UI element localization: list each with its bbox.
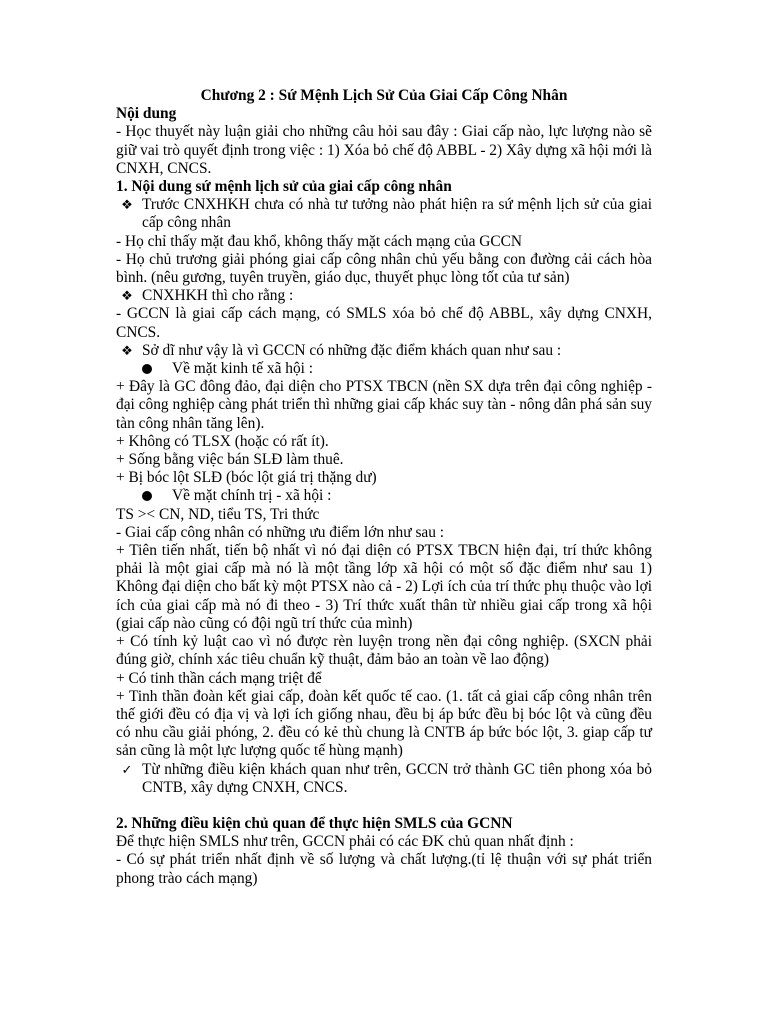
list-item bbox=[116, 342, 652, 360]
paragraph: Để thực hiện SMLS như trên, GCCN phải có các ĐK chủ quan nhất định : bbox=[116, 833, 574, 851]
section-1-heading: 1. Nội dung sứ mệnh lịch sử của giai cấp công nhân bbox=[116, 178, 452, 196]
paragraph: + Tinh thần đoàn kết giai cấp, đoàn kết quốc tế cao. (1. tất cả giai cấp công nhân trên thế giới đều có địa vị và lợi ích giống nhau, đều bị áp bức đều bị bóc lột và cũng đều có nhu cầu giải phóng, 2. đều có kẻ thù chung là CNTB áp bức bóc lột, 3. giap cấp tư sản cũng là một lực lượng quốc tế hùng mạnh) bbox=[116, 687, 652, 760]
paragraph: + Tiên tiến nhất, tiến bộ nhất vì nó đại diện có PTSX TBCN hiện đại, trí thức không phải là một giai cấp mà nó là một tầng lớp xã hội có một số đặc điểm như sau 1) Không đại diện cho bất kỳ một PTSX nào cả - 2) Lợi ích của trí thức phụ thuộc vào lợi ích của giai cấp mà nó đi theo - 3) Trí thức xuất thân từ nhiều giai cấp trong xã hội (giai cấp nào cũng có đội ngũ trí thức của mình) bbox=[116, 542, 652, 632]
list-item bbox=[116, 487, 652, 505]
content-heading: Nội dung bbox=[116, 105, 177, 123]
list-item bbox=[116, 360, 652, 378]
list-item bbox=[116, 287, 652, 305]
paragraph: - Họ chủ trương giải phóng giai cấp công nhân chủ yếu bằng con đường cải cách hòa bình. (nêu gương, tuyên truyền, giáo dục, thuyết phục lòng tốt của tư sản) bbox=[116, 250, 652, 287]
paragraph: - Giai cấp công nhân có những ưu điểm lớn như sau : bbox=[116, 523, 445, 541]
paragraph: + Có tính kỷ luật cao vì nó được rèn luyện trong nền đại công nghiệp. (SXCN phải đúng giờ, chính xác tiêu chuẩn kỹ thuật, đảm bảo an toàn về lao động) bbox=[116, 633, 652, 669]
round-bullet-icon bbox=[142, 364, 152, 374]
round-bullet-icon bbox=[142, 491, 152, 501]
list-item-text: Về mặt chính trị - xã hội : bbox=[172, 487, 332, 505]
list-item-text: Sở dĩ như vậy là vì GCCN có những đặc điểm khách quan như sau : bbox=[142, 341, 562, 359]
diamond-bullet-icon: ❖ bbox=[121, 197, 133, 213]
paragraph: + Có tinh thần cách mạng triệt để bbox=[116, 669, 322, 687]
list-item-text: Từ những điều kiện khách quan như trên, GCCN trở thành GC tiên phong xóa bỏ CNTB, xây dựng CNXH, CNCS. bbox=[142, 760, 652, 796]
section-2-heading: 2. Những điều kiện chủ quan để thực hiện SMLS của GCNN bbox=[116, 814, 513, 832]
blank-line bbox=[116, 797, 652, 815]
document-title: Chương 2 : Sứ Mệnh Lịch Sử Của Giai Cấp Công Nhân bbox=[200, 87, 568, 104]
paragraph: + Bị bóc lột SLĐ (bóc lột giá trị thặng dư) bbox=[116, 469, 377, 487]
list-item bbox=[116, 196, 652, 232]
check-bullet-icon: ✓ bbox=[121, 761, 133, 777]
paragraph: TS >< CN, ND, tiểu TS, Tri thức bbox=[116, 505, 320, 523]
document-page bbox=[116, 87, 652, 888]
diamond-bullet-icon: ❖ bbox=[121, 288, 133, 304]
paragraph: + Sống bằng việc bán SLĐ làm thuê. bbox=[116, 451, 344, 469]
paragraph: - GCCN là giai cấp cách mạng, có SMLS xóa bỏ chế độ ABBL, xây dựng CNXH, CNCS. bbox=[116, 305, 652, 341]
diamond-bullet-icon: ❖ bbox=[121, 342, 133, 358]
paragraph: - Có sự phát triển nhất định về số lượng và chất lượng.(tỉ lệ thuận với sự phát triển phong trào cách mạng) bbox=[116, 851, 652, 887]
paragraph: - Họ chỉ thấy mặt đau khổ, không thấy mặt cách mạng của GCCN bbox=[116, 232, 523, 250]
list-item-text: Về mặt kinh tế xã hội : bbox=[172, 360, 314, 378]
list-item-text: Trước CNXHKH chưa có nhà tư tưởng nào phát hiện ra sứ mệnh lịch sử của giai cấp công nhân bbox=[142, 196, 652, 232]
list-item bbox=[116, 761, 652, 797]
paragraph: + Đây là GC đông đảo, đại diện cho PTSX TBCN (nền SX dựa trên đại công nghiệp - đại công nghiệp càng phát triển thì những giai cấp khác suy tàn - nông dân phá sản suy tàn công nhân tăng lên). bbox=[116, 378, 652, 432]
intro-paragraph: - Học thuyết này luận giải cho những câu hỏi sau đây : Giai cấp nào, lực lượng nào sẽ giữ vai trò quyết định trong việc : 1) Xóa bỏ chế độ ABBL - 2) Xây dựng xã hội mới là CNXH, CNCS. bbox=[116, 123, 652, 177]
paragraph: + Không có TLSX (hoặc có rất ít). bbox=[116, 432, 329, 450]
list-item-text: CNXHKH thì cho rằng : bbox=[142, 287, 294, 305]
